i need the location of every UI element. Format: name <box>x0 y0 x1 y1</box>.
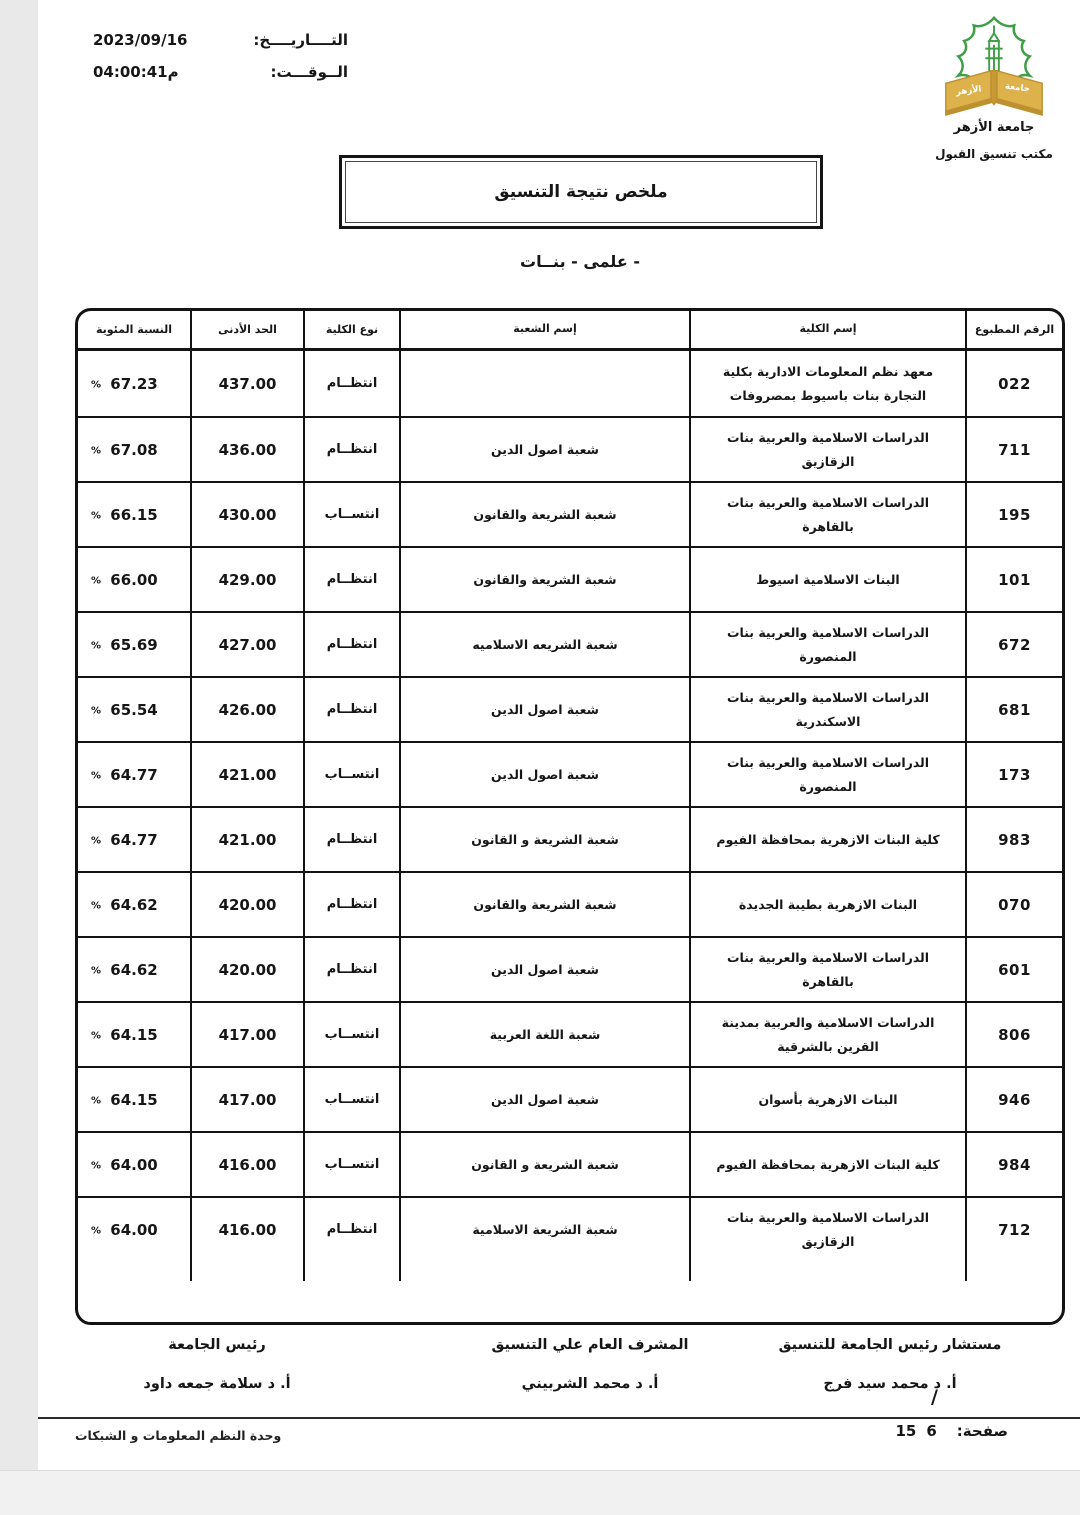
cell-type: انتظــام <box>303 676 399 741</box>
cell-branch <box>399 351 689 416</box>
footer-divider <box>38 1417 1080 1419</box>
percent-sign: % <box>91 1095 102 1107</box>
cell-number: 672 <box>965 611 1062 676</box>
cell-min: 429.00 <box>190 546 303 611</box>
cell-type: انتســاب <box>303 1131 399 1196</box>
report-subtitle: - علمى - بنــات <box>520 252 640 271</box>
cell-percent <box>78 1131 190 1196</box>
table-grid-stub <box>303 1261 399 1281</box>
signature-president <box>97 1337 337 1392</box>
time-label: الــوقـــت: <box>270 63 348 81</box>
percent-sign: % <box>91 965 102 977</box>
percent-value: 65.54 <box>110 700 158 719</box>
cell-type: انتســاب <box>303 481 399 546</box>
cell-type: انتظــام <box>303 871 399 936</box>
cell-number: 984 <box>965 1131 1062 1196</box>
cell-type: انتظــام <box>303 416 399 481</box>
cell-percent <box>78 936 190 1001</box>
cell-college: الدراسات الاسلامية والعربية بنات المنصورة <box>689 741 965 806</box>
cell-college: الدراسات الاسلامية والعربية بنات الزقازيق <box>689 1196 965 1261</box>
table-grid-stub <box>965 1261 1062 1281</box>
cell-college: كلية البنات الازهرية بمحافظة الفيوم <box>689 1131 965 1196</box>
percent-sign: % <box>91 1160 102 1172</box>
signature-title: رئيس الجامعة <box>168 1337 266 1353</box>
cell-min: 416.00 <box>190 1131 303 1196</box>
percent-sign: % <box>91 640 102 652</box>
header-min: الحد الأدنى <box>190 311 303 351</box>
cell-branch: شعبة الشريعه الاسلاميه <box>399 611 689 676</box>
cell-number: 101 <box>965 546 1062 611</box>
cell-type: انتظــام <box>303 546 399 611</box>
logo-book-text-left: الأزهر <box>955 84 983 98</box>
cell-type: انتســاب <box>303 1001 399 1066</box>
percent-value: 64.77 <box>110 830 158 849</box>
header-college: إسم الكلية <box>689 311 965 351</box>
cell-branch: شعبة الشريعة و القانون <box>399 1131 689 1196</box>
cell-branch: شعبة الشريعة والقانون <box>399 546 689 611</box>
datetime-block <box>93 24 348 88</box>
cell-college: معهد نظم المعلومات الادارية بكلية التجارة بنات باسيوط بمصروفات <box>689 351 965 416</box>
cell-college: البنات الاسلامية اسيوط <box>689 546 965 611</box>
cell-college: كلية البنات الازهرية بمحافظة الفيوم <box>689 806 965 871</box>
page-current: 6 <box>926 1422 937 1440</box>
signature-name: أ. د سلامة جمعه داود <box>143 1376 291 1392</box>
percent-value: 67.08 <box>110 440 158 459</box>
page-numbers <box>895 1422 936 1440</box>
cell-type: انتظــام <box>303 936 399 1001</box>
percent-sign: % <box>91 1030 102 1042</box>
cell-number: 601 <box>965 936 1062 1001</box>
report-sheet <box>38 0 1080 1470</box>
report-title: ملخص نتيجة التنسيق <box>494 182 668 202</box>
percent-sign: % <box>91 445 102 457</box>
table-grid-stub <box>78 1261 190 1281</box>
cell-percent <box>78 1196 190 1261</box>
cell-number: 195 <box>965 481 1062 546</box>
cell-college: الدراسات الاسلامية والعربية بنات بالقاهرة <box>689 481 965 546</box>
logo-book-text-right: جامعة <box>1004 81 1031 95</box>
percent-value: 64.62 <box>110 960 158 979</box>
cell-percent <box>78 351 190 416</box>
table-grid-stub <box>689 1261 965 1281</box>
time-row <box>93 56 348 88</box>
cell-college: الدراسات الاسلامية والعربية بنات المنصورة <box>689 611 965 676</box>
time-value: م04:00:41 <box>93 63 179 81</box>
results-table <box>75 308 1065 1325</box>
cell-college: الدراسات الاسلامية والعربية بنات بالقاهرة <box>689 936 965 1001</box>
cell-type: انتظــام <box>303 611 399 676</box>
university-logo-block <box>918 12 1070 161</box>
cell-branch: شعبة اصول الدين <box>399 416 689 481</box>
cell-min: 417.00 <box>190 1001 303 1066</box>
cell-type: انتظــام <box>303 1196 399 1261</box>
cell-type: انتســاب <box>303 741 399 806</box>
percent-sign: % <box>91 900 102 912</box>
cell-number: 070 <box>965 871 1062 936</box>
cell-number: 712 <box>965 1196 1062 1261</box>
signature-supervisor <box>460 1337 720 1392</box>
cell-number: 173 <box>965 741 1062 806</box>
percent-value: 64.15 <box>110 1090 158 1109</box>
table-empty-space <box>78 1281 1062 1322</box>
percent-sign: % <box>91 1225 102 1237</box>
cell-type: انتظــام <box>303 351 399 416</box>
percent-sign: % <box>91 379 102 391</box>
percent-value: 64.15 <box>110 1025 158 1044</box>
percent-sign: % <box>91 770 102 782</box>
cell-min: 420.00 <box>190 871 303 936</box>
cell-branch: شعبة اللغة العربية <box>399 1001 689 1066</box>
cell-branch: شعبة اصول الدين <box>399 741 689 806</box>
bottom-margin-band <box>0 1470 1080 1515</box>
percent-sign: % <box>91 705 102 717</box>
header-branch: إسم الشعبة <box>399 311 689 351</box>
table-grid-stub <box>399 1261 689 1281</box>
percent-value: 67.23 <box>110 374 158 393</box>
percent-value: 64.00 <box>110 1220 158 1239</box>
signature-title: المشرف العام علي التنسيق <box>491 1337 689 1353</box>
date-row <box>93 24 348 56</box>
header-number: الرقم المطبوع <box>965 311 1062 351</box>
university-name: جامعة الأزهر <box>953 120 1035 135</box>
cell-branch: شعبة الشريعة الاسلامية <box>399 1196 689 1261</box>
left-margin-band <box>0 0 38 1470</box>
cell-college: البنات الازهرية بأسوان <box>689 1066 965 1131</box>
percent-sign: % <box>91 510 102 522</box>
al-azhar-logo-icon <box>935 12 1053 118</box>
percent-value: 64.62 <box>110 895 158 914</box>
cell-percent <box>78 416 190 481</box>
cell-type: انتســاب <box>303 1066 399 1131</box>
date-value: 2023/09/16 <box>93 31 188 49</box>
cell-type: انتظــام <box>303 806 399 871</box>
cell-min: 421.00 <box>190 741 303 806</box>
cell-college: البنات الازهرية بطيبة الجديدة <box>689 871 965 936</box>
cell-percent <box>78 806 190 871</box>
signature-name: أ. د محمد الشربيني <box>521 1376 659 1392</box>
percent-value: 66.15 <box>110 505 158 524</box>
cell-min: 417.00 <box>190 1066 303 1131</box>
cell-percent <box>78 546 190 611</box>
cell-min: 416.00 <box>190 1196 303 1261</box>
signature-title: مستشار رئيس الجامعة للتنسيق <box>778 1337 1002 1353</box>
percent-sign: % <box>91 835 102 847</box>
cell-percent <box>78 1001 190 1066</box>
header-type: نوع الكلية <box>303 311 399 351</box>
cell-college: الدراسات الاسلامية والعربية بمدينة القرين بالشرقية <box>689 1001 965 1066</box>
table-grid-stub <box>190 1261 303 1281</box>
cell-min: 421.00 <box>190 806 303 871</box>
page-number-row <box>895 1422 1008 1440</box>
cell-branch: شعبة اصول الدين <box>399 936 689 1001</box>
cell-branch: شعبة اصول الدين <box>399 676 689 741</box>
cell-number: 681 <box>965 676 1062 741</box>
percent-value: 66.00 <box>110 570 158 589</box>
percent-value: 64.00 <box>110 1155 158 1174</box>
cell-number: 983 <box>965 806 1062 871</box>
cell-number: 022 <box>965 351 1062 416</box>
signature-name: أ. د محمد سيد فرج <box>823 1376 957 1392</box>
cell-percent <box>78 611 190 676</box>
cell-min: 420.00 <box>190 936 303 1001</box>
percent-value: 64.77 <box>110 765 158 784</box>
cell-branch: شعبة الشريعة والقانون <box>399 481 689 546</box>
cell-branch: شعبة الشريعة و القانون <box>399 806 689 871</box>
cell-percent <box>78 741 190 806</box>
signature-advisor <box>745 1337 1035 1392</box>
cell-percent <box>78 676 190 741</box>
cell-number: 946 <box>965 1066 1062 1131</box>
cell-percent <box>78 481 190 546</box>
cell-number: 806 <box>965 1001 1062 1066</box>
page-total: 15 <box>895 1422 917 1440</box>
admission-office-label: مكتب تنسيق القبول <box>935 147 1053 161</box>
cell-min: 427.00 <box>190 611 303 676</box>
cell-percent <box>78 1066 190 1131</box>
date-label: التــــاريــــخ: <box>253 31 348 49</box>
page-slash-mark: / <box>931 1386 938 1408</box>
page-label: صفحة: <box>956 1422 1008 1440</box>
cell-min: 426.00 <box>190 676 303 741</box>
it-unit-label: وحدة النظم المعلومات و الشبكات <box>75 1428 282 1443</box>
cell-branch: شعبة الشريعة والقانون <box>399 871 689 936</box>
cell-college: الدراسات الاسلامية والعربية بنات الزقازيق <box>689 416 965 481</box>
cell-percent <box>78 871 190 936</box>
header-percent: النسبة المئوية <box>78 311 190 351</box>
cell-branch: شعبة اصول الدين <box>399 1066 689 1131</box>
report-title-box <box>345 161 817 223</box>
percent-sign: % <box>91 575 102 587</box>
cell-min: 436.00 <box>190 416 303 481</box>
cell-min: 430.00 <box>190 481 303 546</box>
cell-number: 711 <box>965 416 1062 481</box>
percent-value: 65.69 <box>110 635 158 654</box>
cell-college: الدراسات الاسلامية والعربية بنات الاسكندرية <box>689 676 965 741</box>
cell-min: 437.00 <box>190 351 303 416</box>
